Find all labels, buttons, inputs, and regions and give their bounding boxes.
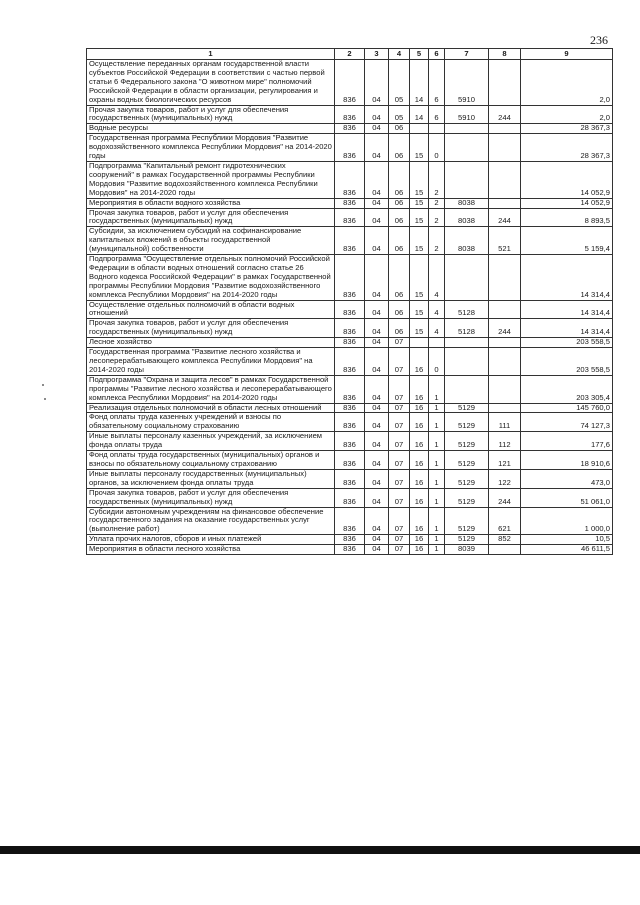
row-code-cell: [410, 338, 429, 348]
row-name-cell: Иные выплаты персоналу государственных (муниципальных) органов, за исключением фонда оплаты труда: [87, 469, 335, 488]
row-code-cell: [410, 124, 429, 134]
row-code-cell: 07: [389, 507, 410, 535]
row-code-cell: 06: [389, 124, 410, 134]
row-code-cell: [445, 134, 489, 162]
row-code-cell: 06: [389, 300, 410, 319]
row-code-cell: 836: [335, 300, 365, 319]
column-header: 7: [445, 49, 489, 60]
row-code-cell: 1: [429, 535, 445, 545]
row-code-cell: 07: [389, 348, 410, 376]
column-header: 4: [389, 49, 410, 60]
row-code-cell: 04: [365, 300, 389, 319]
table-row: [87, 255, 613, 301]
row-amount-cell: 2,0: [521, 60, 613, 106]
row-code-cell: 1: [429, 403, 445, 413]
row-code-cell: 04: [365, 535, 389, 545]
row-code-cell: 04: [365, 60, 389, 106]
row-code-cell: 5129: [445, 403, 489, 413]
table-row: [87, 208, 613, 227]
row-code-cell: 111: [489, 413, 521, 432]
row-code-cell: 836: [335, 134, 365, 162]
scan-speck: [44, 398, 46, 400]
row-code-cell: [489, 300, 521, 319]
row-code-cell: 06: [389, 198, 410, 208]
row-amount-cell: 14 314,4: [521, 255, 613, 301]
row-code-cell: 04: [365, 432, 389, 451]
row-code-cell: [489, 375, 521, 403]
row-code-cell: 836: [335, 413, 365, 432]
row-amount-cell: 473,0: [521, 469, 613, 488]
row-code-cell: [489, 545, 521, 555]
row-amount-cell: 203 558,5: [521, 348, 613, 376]
table-row: [87, 432, 613, 451]
row-amount-cell: 14 052,9: [521, 198, 613, 208]
budget-table: [86, 48, 613, 555]
row-name-cell: Осуществление переданных органам государственной власти субъектов Российской Федерации в соответствии с частью первой статьи 6 Федерального закона "О животном мире" полномочий Российской Федерации в области организации, регулирования и охраны водных биологических ресурсов: [87, 60, 335, 106]
row-name-cell: Прочая закупка товаров, работ и услуг для обеспечения государственных (муниципальных) нужд: [87, 488, 335, 507]
row-code-cell: 244: [489, 208, 521, 227]
row-code-cell: [489, 403, 521, 413]
row-code-cell: 1: [429, 545, 445, 555]
row-code-cell: 521: [489, 227, 521, 255]
row-code-cell: 244: [489, 105, 521, 124]
row-code-cell: 04: [365, 255, 389, 301]
row-code-cell: 836: [335, 319, 365, 338]
row-code-cell: 14: [410, 60, 429, 106]
row-code-cell: 15: [410, 208, 429, 227]
row-code-cell: 244: [489, 488, 521, 507]
column-header: 9: [521, 49, 613, 60]
table-row: [87, 338, 613, 348]
column-header: 6: [429, 49, 445, 60]
column-header: 5: [410, 49, 429, 60]
row-code-cell: 8038: [445, 227, 489, 255]
row-code-cell: 04: [365, 451, 389, 470]
row-code-cell: 112: [489, 432, 521, 451]
table-row: [87, 105, 613, 124]
row-code-cell: 15: [410, 300, 429, 319]
row-name-cell: Мероприятия в области лесного хозяйства: [87, 545, 335, 555]
row-code-cell: 07: [389, 469, 410, 488]
row-code-cell: 621: [489, 507, 521, 535]
row-code-cell: 15: [410, 319, 429, 338]
row-code-cell: 04: [365, 227, 389, 255]
row-code-cell: 15: [410, 227, 429, 255]
row-code-cell: 836: [335, 469, 365, 488]
row-code-cell: 244: [489, 319, 521, 338]
row-code-cell: 07: [389, 403, 410, 413]
table-row: [87, 134, 613, 162]
row-code-cell: 15: [410, 198, 429, 208]
row-name-cell: Реализация отдельных полномочий в области лесных отношений: [87, 403, 335, 413]
row-code-cell: [445, 338, 489, 348]
row-code-cell: [445, 375, 489, 403]
row-amount-cell: 14 052,9: [521, 161, 613, 198]
row-name-cell: Осуществление отдельных полномочий в области водных отношений: [87, 300, 335, 319]
row-code-cell: 04: [365, 545, 389, 555]
row-code-cell: 6: [429, 105, 445, 124]
row-amount-cell: 1 000,0: [521, 507, 613, 535]
row-code-cell: 16: [410, 375, 429, 403]
row-code-cell: 836: [335, 507, 365, 535]
row-code-cell: 836: [335, 348, 365, 376]
row-code-cell: 07: [389, 488, 410, 507]
row-code-cell: 1: [429, 488, 445, 507]
row-code-cell: 8038: [445, 208, 489, 227]
column-header: 1: [87, 49, 335, 60]
row-amount-cell: 14 314,4: [521, 300, 613, 319]
row-amount-cell: 145 760,0: [521, 403, 613, 413]
row-amount-cell: 10,5: [521, 535, 613, 545]
row-code-cell: 16: [410, 507, 429, 535]
row-code-cell: [429, 338, 445, 348]
row-code-cell: 6: [429, 60, 445, 106]
column-header: 2: [335, 49, 365, 60]
row-code-cell: [489, 348, 521, 376]
row-name-cell: Прочая закупка товаров, работ и услуг для обеспечения государственных (муниципальных) нужд: [87, 319, 335, 338]
row-amount-cell: 46 611,5: [521, 545, 613, 555]
row-code-cell: 836: [335, 451, 365, 470]
row-code-cell: 15: [410, 255, 429, 301]
row-code-cell: 16: [410, 545, 429, 555]
row-code-cell: 836: [335, 105, 365, 124]
row-code-cell: 5129: [445, 432, 489, 451]
scan-speck: [42, 384, 44, 386]
row-code-cell: 04: [365, 208, 389, 227]
row-code-cell: 1: [429, 451, 445, 470]
row-code-cell: [489, 161, 521, 198]
row-code-cell: 5129: [445, 507, 489, 535]
row-code-cell: 122: [489, 469, 521, 488]
row-code-cell: 15: [410, 134, 429, 162]
row-name-cell: Субсидии автономным учреждениям на финансовое обеспечение государственного задания на оказание государственных услуг (выполнение работ): [87, 507, 335, 535]
row-code-cell: 8038: [445, 198, 489, 208]
row-code-cell: [489, 255, 521, 301]
row-code-cell: 5128: [445, 319, 489, 338]
row-code-cell: 16: [410, 469, 429, 488]
row-code-cell: 5129: [445, 488, 489, 507]
row-code-cell: 4: [429, 255, 445, 301]
row-amount-cell: 8 893,5: [521, 208, 613, 227]
row-code-cell: 836: [335, 255, 365, 301]
row-code-cell: [445, 255, 489, 301]
row-code-cell: 04: [365, 134, 389, 162]
row-code-cell: [489, 134, 521, 162]
row-name-cell: Государственная программа Республики Мордовия "Развитие водохозяйственного комплекса Республики Мордовия" на 2014-2020 годы: [87, 134, 335, 162]
row-name-cell: Субсидии, за исключением субсидий на софинансирование капитальных вложений в объекты государственной (муниципальной) собственности: [87, 227, 335, 255]
row-code-cell: 16: [410, 432, 429, 451]
row-code-cell: 5128: [445, 300, 489, 319]
row-code-cell: [489, 124, 521, 134]
row-code-cell: 5129: [445, 469, 489, 488]
row-amount-cell: 74 127,3: [521, 413, 613, 432]
table-row: [87, 545, 613, 555]
row-code-cell: 04: [365, 413, 389, 432]
row-code-cell: 836: [335, 403, 365, 413]
table-row: [87, 161, 613, 198]
row-code-cell: 1: [429, 375, 445, 403]
table-row: [87, 319, 613, 338]
row-code-cell: 836: [335, 535, 365, 545]
row-code-cell: 836: [335, 198, 365, 208]
row-code-cell: 836: [335, 161, 365, 198]
row-code-cell: 5910: [445, 60, 489, 106]
row-name-cell: Подпрограмма "Капитальный ремонт гидротехнических сооружений" в рамках Государственной программы Республики Мордовия "Развитие водохозяйственного комплекса Республики Мордовия" на 2014-2020 годы: [87, 161, 335, 198]
table-row: [87, 488, 613, 507]
row-code-cell: 836: [335, 208, 365, 227]
row-code-cell: 06: [389, 134, 410, 162]
row-amount-cell: 18 910,6: [521, 451, 613, 470]
row-code-cell: 07: [389, 545, 410, 555]
row-amount-cell: 5 159,4: [521, 227, 613, 255]
row-name-cell: Иные выплаты персоналу казенных учреждений, за исключением фонда оплаты труда: [87, 432, 335, 451]
row-code-cell: 16: [410, 535, 429, 545]
row-amount-cell: 203 305,4: [521, 375, 613, 403]
row-code-cell: [445, 161, 489, 198]
row-code-cell: 16: [410, 413, 429, 432]
row-code-cell: 5129: [445, 451, 489, 470]
table-header-row: [87, 49, 613, 60]
row-code-cell: 16: [410, 451, 429, 470]
row-amount-cell: 203 558,5: [521, 338, 613, 348]
table-row: [87, 535, 613, 545]
row-name-cell: Лесное хозяйство: [87, 338, 335, 348]
row-code-cell: 4: [429, 300, 445, 319]
row-code-cell: 2: [429, 161, 445, 198]
row-code-cell: 07: [389, 535, 410, 545]
row-code-cell: 16: [410, 403, 429, 413]
row-code-cell: 06: [389, 161, 410, 198]
row-code-cell: 836: [335, 227, 365, 255]
row-name-cell: Мероприятия в области водного хозяйства: [87, 198, 335, 208]
row-code-cell: 1: [429, 413, 445, 432]
row-code-cell: 05: [389, 60, 410, 106]
table-row: [87, 413, 613, 432]
row-code-cell: 07: [389, 375, 410, 403]
row-code-cell: 07: [389, 432, 410, 451]
row-code-cell: 836: [335, 375, 365, 403]
row-code-cell: 04: [365, 488, 389, 507]
row-code-cell: 06: [389, 208, 410, 227]
row-code-cell: 04: [365, 124, 389, 134]
table-row: [87, 198, 613, 208]
row-code-cell: 0: [429, 134, 445, 162]
row-code-cell: 15: [410, 161, 429, 198]
row-name-cell: Прочая закупка товаров, работ и услуг для обеспечения государственных (муниципальных) нужд: [87, 208, 335, 227]
row-code-cell: 16: [410, 348, 429, 376]
row-amount-cell: 14 314,4: [521, 319, 613, 338]
table-row: [87, 227, 613, 255]
row-code-cell: [489, 60, 521, 106]
row-code-cell: 04: [365, 198, 389, 208]
row-code-cell: 04: [365, 469, 389, 488]
row-code-cell: 836: [335, 60, 365, 106]
table-row: [87, 507, 613, 535]
row-name-cell: Подпрограмма "Охрана и защита лесов" в рамках Государственной программы "Развитие лесного хозяйства и лесоперерабатывающего комплекса Республики Мордовия" на 2014-2020 годы: [87, 375, 335, 403]
row-code-cell: 14: [410, 105, 429, 124]
row-code-cell: 04: [365, 319, 389, 338]
row-name-cell: Государственная программа "Развитие лесного хозяйства и лесоперерабатывающего комплекса Республики Мордовия" на 2014-2020 годы: [87, 348, 335, 376]
table-row: [87, 124, 613, 134]
row-code-cell: 2: [429, 208, 445, 227]
table-row: [87, 348, 613, 376]
row-code-cell: 07: [389, 451, 410, 470]
row-code-cell: 04: [365, 348, 389, 376]
row-code-cell: 836: [335, 488, 365, 507]
row-code-cell: 836: [335, 545, 365, 555]
row-code-cell: 4: [429, 319, 445, 338]
row-name-cell: Прочая закупка товаров, работ и услуг для обеспечения государственных (муниципальных) нужд: [87, 105, 335, 124]
table-row: [87, 60, 613, 106]
row-code-cell: 16: [410, 488, 429, 507]
column-header: 8: [489, 49, 521, 60]
row-code-cell: 04: [365, 375, 389, 403]
row-code-cell: 06: [389, 255, 410, 301]
row-code-cell: 1: [429, 507, 445, 535]
row-name-cell: Фонд оплаты труда казенных учреждений и взносы по обязательному социальному страхованию: [87, 413, 335, 432]
row-code-cell: [489, 198, 521, 208]
row-code-cell: 06: [389, 319, 410, 338]
row-amount-cell: 2,0: [521, 105, 613, 124]
row-code-cell: 07: [389, 413, 410, 432]
row-code-cell: 2: [429, 198, 445, 208]
row-code-cell: 04: [365, 507, 389, 535]
page-number: 236: [590, 33, 608, 47]
row-amount-cell: 28 367,3: [521, 134, 613, 162]
table-row: [87, 451, 613, 470]
table-row: [87, 469, 613, 488]
row-code-cell: 5129: [445, 535, 489, 545]
row-name-cell: Водные ресурсы: [87, 124, 335, 134]
row-code-cell: 852: [489, 535, 521, 545]
row-code-cell: 836: [335, 338, 365, 348]
row-amount-cell: 177,6: [521, 432, 613, 451]
table-row: [87, 375, 613, 403]
row-code-cell: 06: [389, 227, 410, 255]
row-code-cell: 04: [365, 403, 389, 413]
row-amount-cell: 51 061,0: [521, 488, 613, 507]
row-code-cell: 04: [365, 161, 389, 198]
row-code-cell: 05: [389, 105, 410, 124]
row-code-cell: 836: [335, 432, 365, 451]
row-code-cell: 07: [389, 338, 410, 348]
row-code-cell: 5129: [445, 413, 489, 432]
row-name-cell: Уплата прочих налогов, сборов и иных платежей: [87, 535, 335, 545]
scan-edge-mark: [0, 846, 640, 854]
row-code-cell: 1: [429, 469, 445, 488]
row-code-cell: 836: [335, 124, 365, 134]
row-code-cell: 0: [429, 348, 445, 376]
row-code-cell: 121: [489, 451, 521, 470]
table-row: [87, 300, 613, 319]
row-code-cell: [429, 124, 445, 134]
row-code-cell: 2: [429, 227, 445, 255]
row-code-cell: [445, 124, 489, 134]
column-header: 3: [365, 49, 389, 60]
row-code-cell: 04: [365, 105, 389, 124]
row-name-cell: Подпрограмма "Осуществление отдельных полномочий Российской Федерации в области водных отношений согласно статье 26 Водного кодекса Российской Федерации" в рамках Государственной программы Республики Мордовия "Развитие водохозяйственного комплекса Республики Мордовия" на 2014-2020 годы: [87, 255, 335, 301]
row-code-cell: [489, 338, 521, 348]
row-code-cell: 1: [429, 432, 445, 451]
row-amount-cell: 28 367,3: [521, 124, 613, 134]
row-code-cell: 04: [365, 338, 389, 348]
row-code-cell: 5910: [445, 105, 489, 124]
row-code-cell: [445, 348, 489, 376]
table-row: [87, 403, 613, 413]
row-code-cell: 8039: [445, 545, 489, 555]
row-name-cell: Фонд оплаты труда государственных (муниципальных) органов и взносы по обязательному социальному страхованию: [87, 451, 335, 470]
